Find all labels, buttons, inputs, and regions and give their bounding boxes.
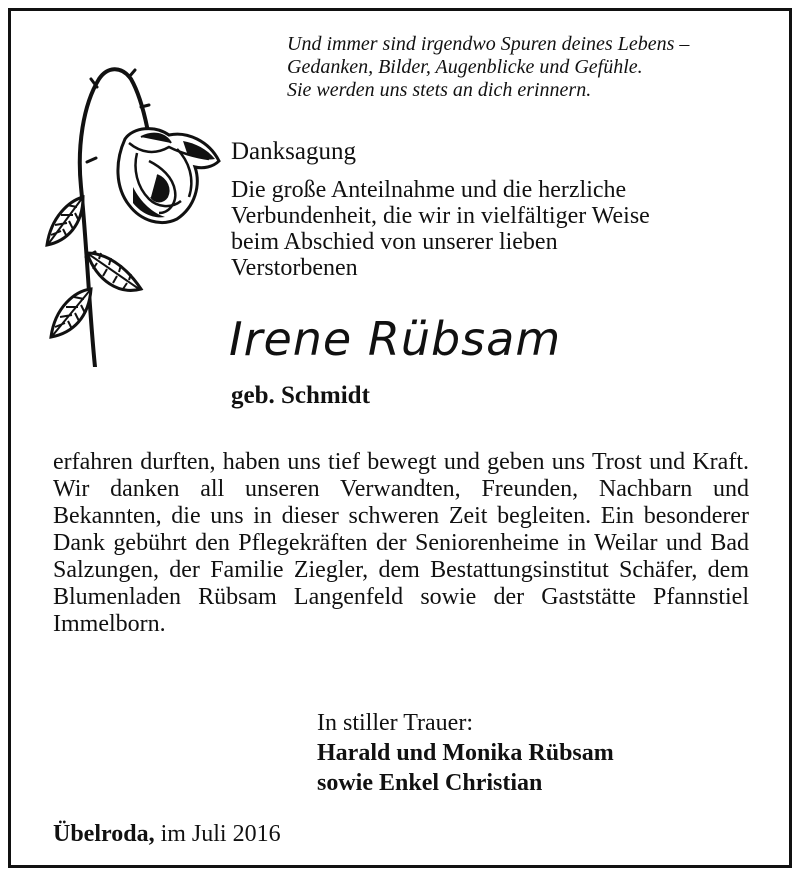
poem-line: Gedanken, Bilder, Augenblicke und Gefühle. — [287, 56, 643, 78]
heading-danksagung: Danksagung — [231, 138, 356, 165]
intro-text — [231, 177, 751, 281]
mourner-names-extra: sowie Enkel Christian — [317, 770, 543, 796]
date: im Juli 2016 — [154, 821, 281, 847]
deceased-name: Irene Rübsam — [229, 312, 562, 366]
memorial-poem — [287, 33, 767, 102]
obituary-notice — [8, 8, 792, 868]
place: Übelroda, — [53, 821, 155, 847]
wilted-rose-icon — [37, 57, 223, 367]
place-date — [53, 819, 281, 849]
poem-line: Sie werden uns stets an dich erinnern. — [287, 79, 592, 101]
intro-line: Die große Anteilnahme und die herzliche — [231, 177, 627, 203]
poem-line: Und immer sind irgendwo Spuren deines Lebens – — [287, 33, 690, 55]
mourning-label: In stiller Trauer: — [317, 710, 473, 736]
maiden-name: geb. Schmidt — [231, 382, 370, 409]
mourners-block — [317, 708, 614, 798]
intro-line: Verstorbenen — [231, 255, 358, 281]
thanks-body: erfahren durften, haben uns tief bewegt und geben uns Trost und Kraft. Wir danken all unseren Verwandten, Freunden, Nachbarn und Bekannten, die uns in dieser schweren Zeit begleiten. Ein besonderer Dank gebührt den Pflegekräften der Seniorenheime in Weilar und Bad Salzungen, der Familie Ziegler, dem Bestattungsinstitut Schäfer, dem Blumenladen Rübsam Langenfeld sowie der Gaststätte Pfannstiel Immelborn. — [53, 449, 749, 637]
mourner-names: Harald und Monika Rübsam — [317, 740, 614, 766]
intro-line: beim Abschied von unserer lieben — [231, 229, 558, 255]
intro-line: Verbundenheit, die wir in vielfältiger Weise — [231, 203, 650, 229]
